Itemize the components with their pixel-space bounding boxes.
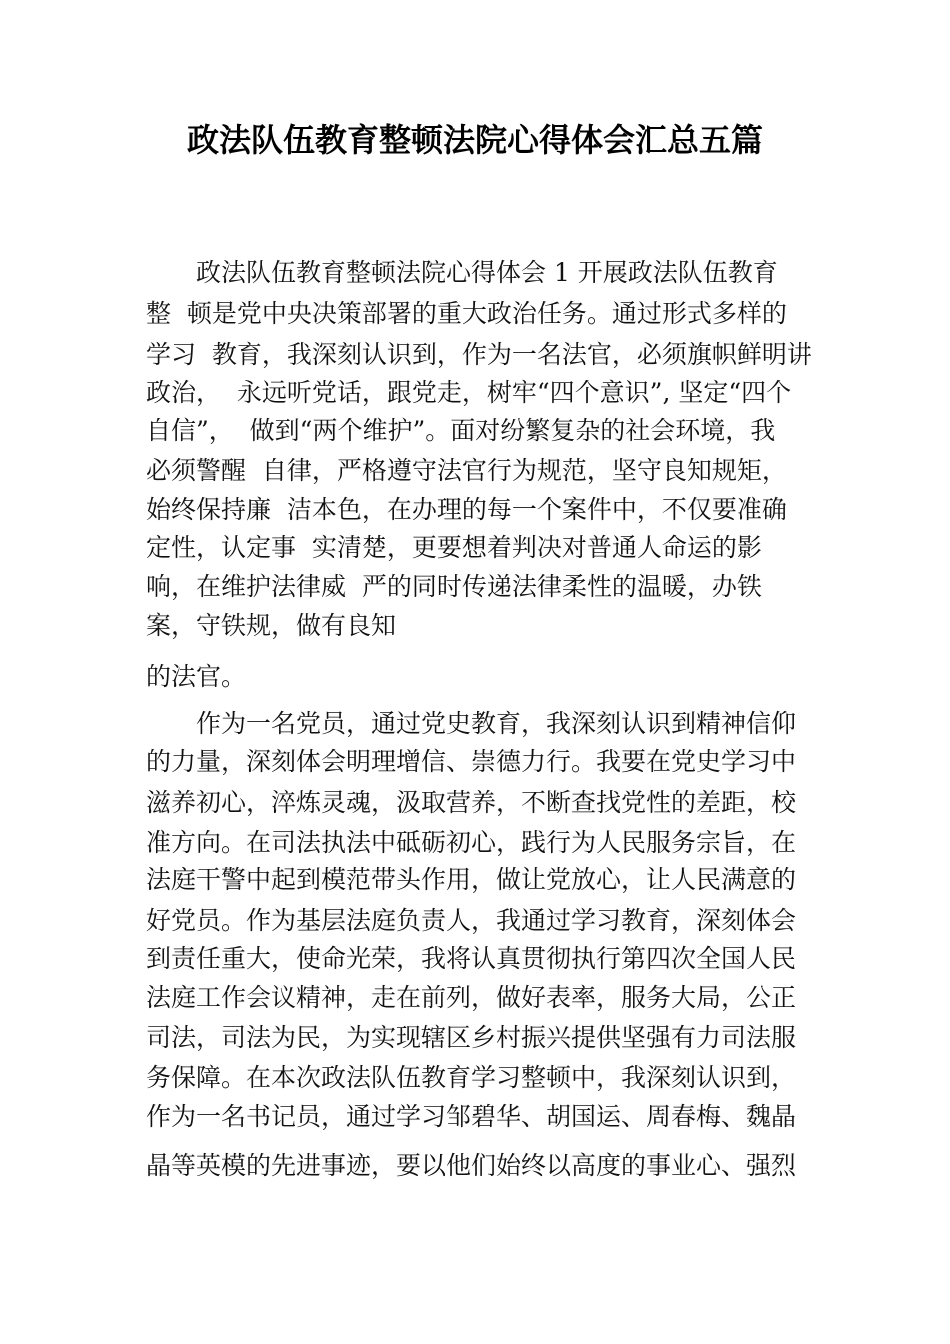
paragraph-line-18: 到责任重大，使命光荣，我将认真贯彻执行第四次全国人民 <box>146 944 797 973</box>
paragraph-line-17: 好党员。作为基层法庭负责人，我通过学习教育，深刻体会 <box>146 906 797 935</box>
paragraph-line-1: 政法队伍教育整顿法院心得体会 1 开展政法队伍教育 <box>196 258 778 287</box>
paragraph-line-6: 必须警醒 自律，严格遵守法官行为规范，坚守良知规矩， <box>146 456 787 485</box>
paragraph-line-8: 定性，认定事 实清楚，更要想着判决对普通人命运的影 <box>146 533 762 562</box>
paragraph-line-12: 作为一名党员，通过党史教育，我深刻认识到精神信仰 <box>196 709 797 738</box>
paragraph-line-16: 法庭干警中起到模范带头作用，做让党放心，让人民满意的 <box>146 865 797 894</box>
paragraph-line-5: 自信”， 做到“两个维护”。面对纷繁复杂的社会环境，我 <box>146 416 776 445</box>
paragraph-line-4: 政治， 永远听党话，跟党走，树牢“四个意识”, 坚定“四个 <box>146 378 792 407</box>
paragraph-line-2: 整 顿是党中央决策部署的重大政治任务。通过形式多样的 <box>146 299 787 328</box>
paragraph-line-13: 的力量，深刻体会明理增信、崇德力行。我要在党史学习中 <box>146 747 797 776</box>
paragraph-line-19: 法庭工作会议精神，走在前列，做好表率，服务大局，公正 <box>146 983 797 1012</box>
paragraph-line-15: 准方向。在司法执法中砥砺初心，践行为人民服务宗旨，在 <box>146 828 797 857</box>
document-title: 政法队伍教育整顿法院心得体会汇总五篇 <box>186 121 763 159</box>
paragraph-line-22: 作为一名书记员，通过学习邹碧华、胡国运、周春梅、魏晶 <box>146 1102 797 1131</box>
paragraph-line-21: 务保障。在本次政法队伍教育学习整顿中，我深刻认识到， <box>146 1063 797 1092</box>
paragraph-line-9: 响，在维护法律威 严的同时传递法律柔性的温暖，办铁 <box>146 572 762 601</box>
paragraph-line-3: 学习 教育，我深刻认识到，作为一名法官，必须旗帜鲜明讲 <box>146 340 812 369</box>
paragraph-line-20: 司法，司法为民，为实现辖区乡村振兴提供坚强有力司法服 <box>146 1023 797 1052</box>
paragraph-line-11: 的法官。 <box>146 662 247 691</box>
paragraph-line-10: 案，守铁规，做有良知 <box>146 611 397 640</box>
paragraph-line-14: 滋养初心，淬炼灵魂，汲取营养，不断查找党性的差距，校 <box>146 788 797 817</box>
paragraph-line-23: 晶等英模的先进事迹，要以他们始终以高度的事业心、强烈 <box>146 1151 797 1180</box>
paragraph-line-7: 始终保持廉 洁本色，在办理的每一个案件中，不仅要准确 <box>146 495 787 524</box>
